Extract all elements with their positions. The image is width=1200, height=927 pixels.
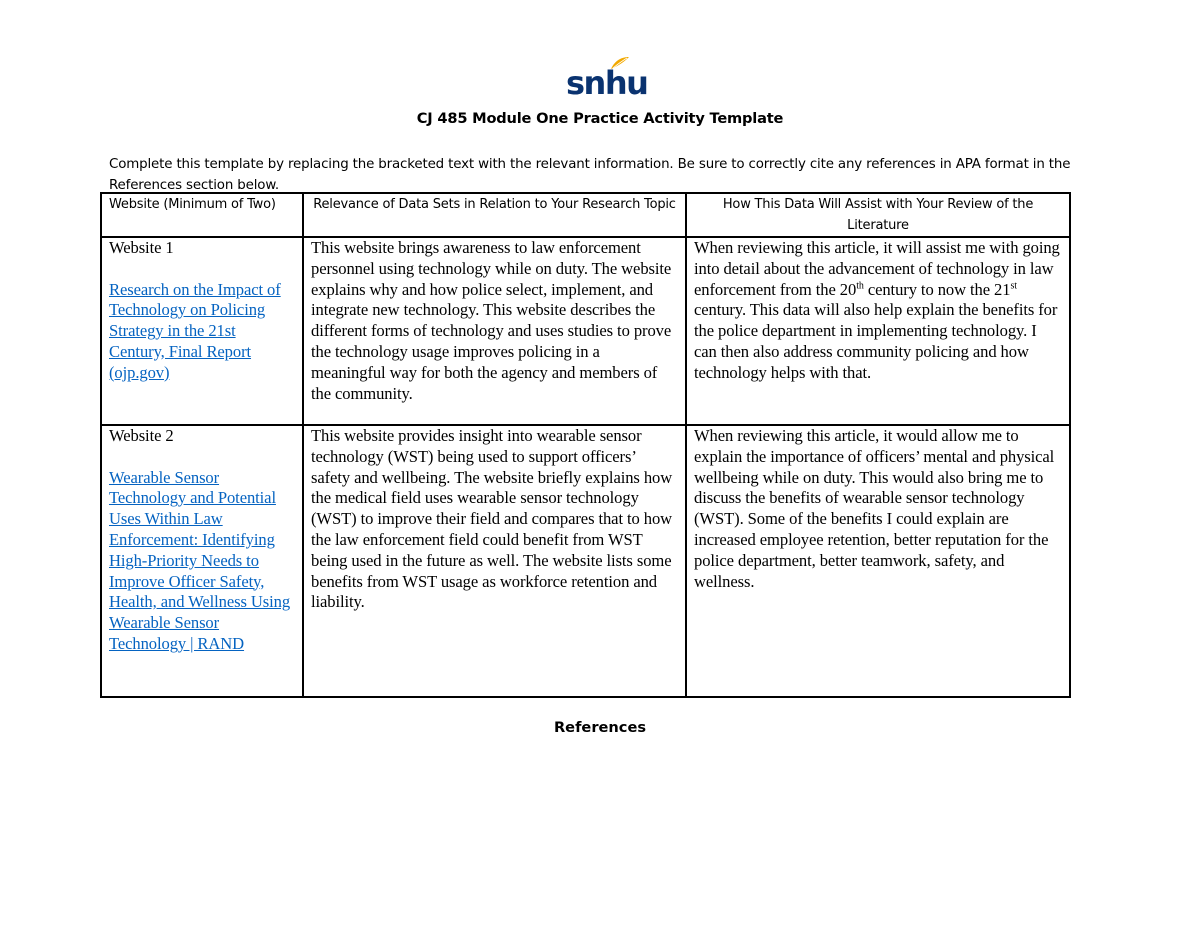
relevance-cell: This website provides insight into wearable sensor technology (WST) being used to support officers’ safety and wellbeing. The website briefly explains how the medical field uses wearable sensor technology (WST) to improve their field and compares that to how the law enforcement field could benefit from WST being used in the future as well. The website lists some benefits from WST usage as workforce retention and liability. xyxy=(303,425,686,697)
ordinal-suffix: th xyxy=(856,280,864,292)
assist-text-part: When reviewing this article, it will assist me with going into detail about the advancement of technology in law enforcement from the 20 xyxy=(694,238,1060,299)
header-relevance: Relevance of Data Sets in Relation to Your Research Topic xyxy=(303,193,686,237)
assist-text-part: century to now the 21 xyxy=(863,279,1011,299)
website-cell xyxy=(101,425,303,697)
assist-text-part: century. This data will also help explain the benefits for the police department in implementing technology. I can then also address community policing and how technology helps with that. xyxy=(694,300,1058,382)
assist-cell xyxy=(686,237,1070,425)
page-title: CJ 485 Module One Practice Activity Template xyxy=(416,110,784,127)
references-heading: References xyxy=(553,719,647,736)
assist-cell: When reviewing this article, it would allow me to explain the importance of officers’ mental and physical wellbeing while on duty. This would also bring me to discuss the benefits of wearable sensor technology (WST). Some of the benefits I could explain are increased employee retention, better reputation for the police department, better teamwork, safety, and wellness. xyxy=(686,425,1070,697)
website-label: Website 1 xyxy=(109,238,174,257)
website-link[interactable]: Wearable Sensor Technology and Potential Uses Within Law Enforcement: Identifying High-Priority Needs to Improve Officer Safety, Health, and Wellness Using Wearable Sensor Technology | RAND xyxy=(109,467,291,653)
table-row xyxy=(101,425,1070,697)
logo-text: snhu xyxy=(566,64,648,102)
instructions-text: Complete this template by replacing the bracketed text with the relevant information. Be sure to correctly cite any references in APA format in the References section below. xyxy=(109,157,1071,193)
website-label: Website 2 xyxy=(109,426,174,445)
header-website: Website (Minimum of Two) xyxy=(101,193,303,237)
table-row xyxy=(101,237,1070,425)
snhu-logo xyxy=(566,56,648,104)
relevance-cell: This website brings awareness to law enforcement personnel using technology while on duty. The website explains why and how police select, implement, and integrate new technology. This website describes the different forms of technology and uses studies to prove the technology usage improves policing in a meaningful way for both the agency and members of the community. xyxy=(303,237,686,425)
table-header-row xyxy=(101,193,1070,237)
activity-table xyxy=(100,192,1071,698)
leaf-icon xyxy=(610,56,630,70)
header-assist: How This Data Will Assist with Your Review of the Literature xyxy=(686,193,1070,237)
ordinal-suffix: st xyxy=(1010,280,1017,292)
website-cell xyxy=(101,237,303,425)
website-link[interactable]: Research on the Impact of Technology on Policing Strategy in the 21st Century, Final Report (ojp.gov) xyxy=(109,279,281,382)
